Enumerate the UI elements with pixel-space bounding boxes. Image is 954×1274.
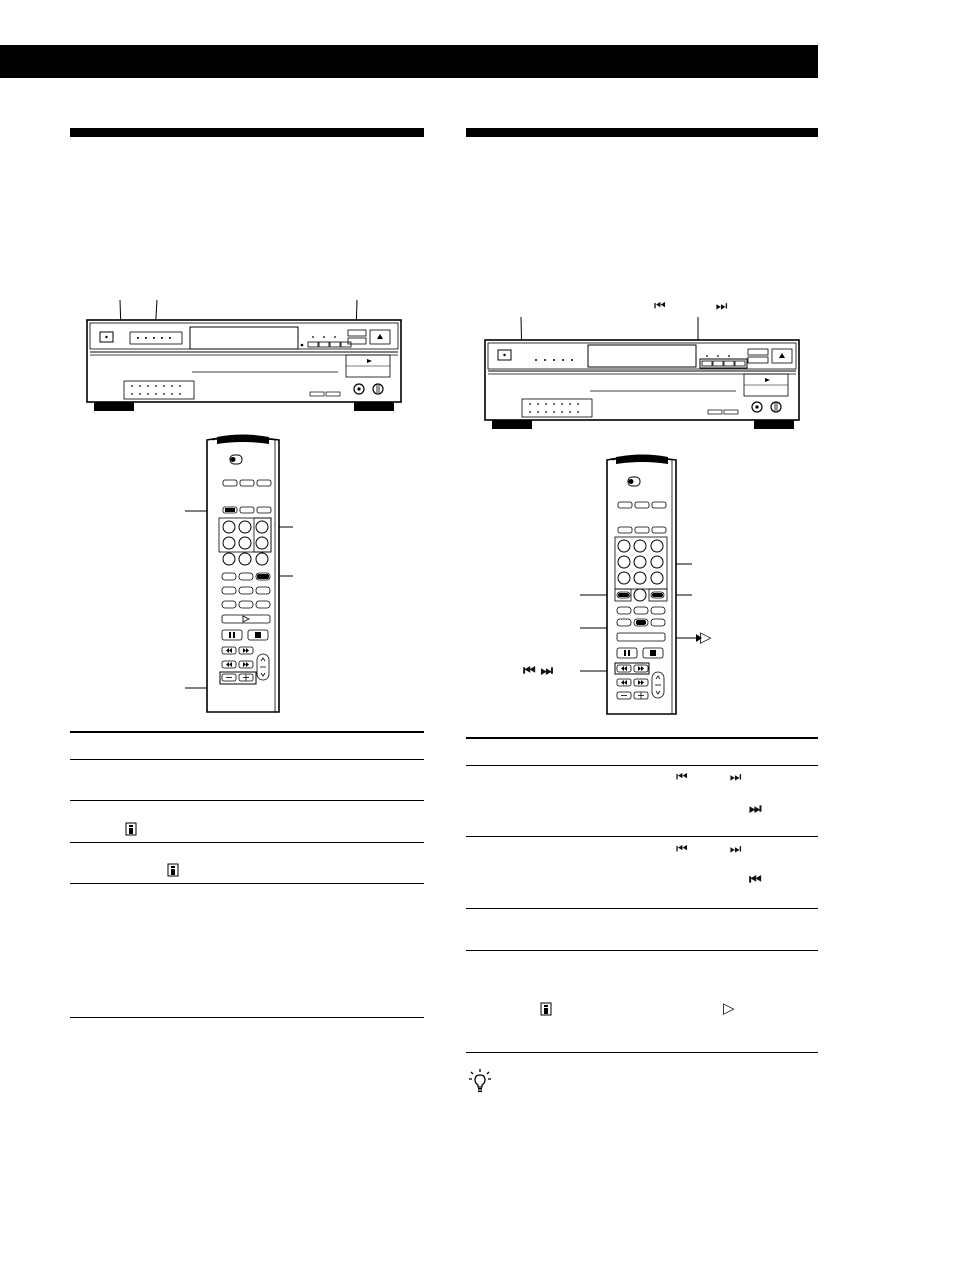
right-cd-player-illustration <box>478 312 808 437</box>
row2-prev-solid: ⏮ <box>749 872 762 888</box>
right-table-rule-1 <box>466 765 818 766</box>
right-remote-illustration <box>580 452 720 717</box>
right-table-rule-3 <box>466 908 818 909</box>
row2-prev-next-outline <box>676 843 741 857</box>
left-table-rule-4 <box>70 883 424 884</box>
left-table-top-rule <box>70 731 424 733</box>
remote-commander-icon <box>167 863 179 877</box>
left-cd-player-illustration <box>80 295 410 420</box>
left-section-rule <box>70 128 424 137</box>
remote-commander-icon <box>540 1002 552 1016</box>
next-outline-icon: ⏭ <box>729 770 742 785</box>
prev-next-solid-label: ⏮ ⏭ <box>523 663 554 679</box>
prev-outline-icon: ⏮ <box>654 299 666 314</box>
left-table-bottom-rule <box>70 1017 424 1018</box>
page-header-bar <box>0 45 818 78</box>
row1-next-solid: ⏭ <box>749 801 762 817</box>
prev-outline-icon: ⏮ <box>676 770 688 785</box>
next-outline-icon: ⏭ <box>729 842 742 857</box>
left-table-rule-3 <box>70 842 424 843</box>
left-remote-illustration <box>185 432 305 712</box>
right-table-bottom-rule <box>466 1052 818 1053</box>
tip-lightbulb-icon <box>468 1068 492 1094</box>
right-table-top-rule <box>466 737 818 739</box>
right-table-rule-4 <box>466 950 818 951</box>
right-table-rule-2 <box>466 836 818 837</box>
prev-outline-icon: ⏮ <box>676 842 688 857</box>
left-table-rule-1 <box>70 759 424 760</box>
left-table-rule-2 <box>70 800 424 801</box>
right-section-rule <box>466 128 818 137</box>
next-outline-icon: ⏭ <box>715 299 728 314</box>
row1-prev-next-outline <box>676 771 741 785</box>
play-outline-label: ▷ <box>700 628 712 646</box>
remote-commander-icon <box>125 822 137 836</box>
row4-play-outline: ▷ <box>723 999 735 1017</box>
